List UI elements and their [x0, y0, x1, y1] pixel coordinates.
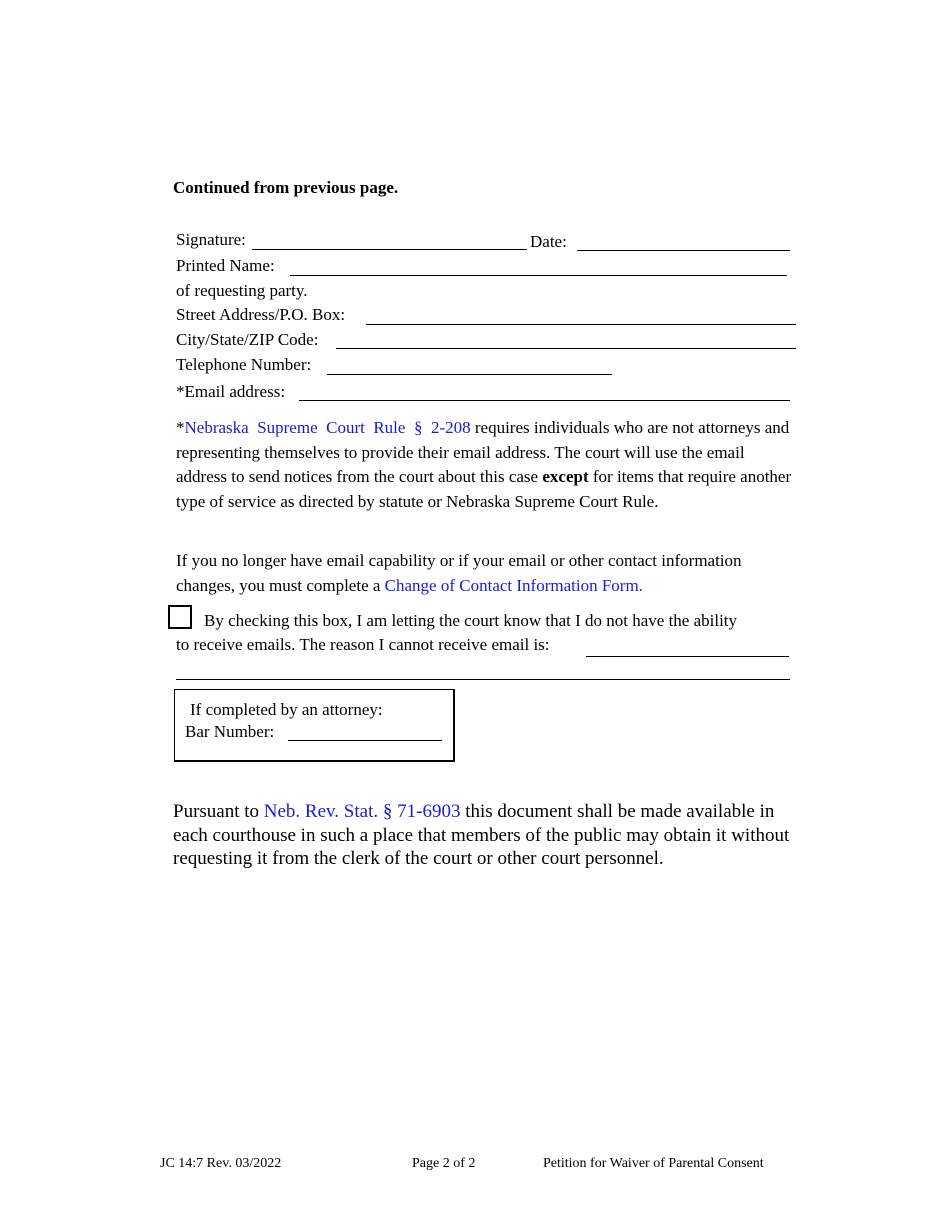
city-state-zip-field[interactable]: [336, 348, 796, 349]
no-email-reason-field-continued[interactable]: [176, 679, 790, 680]
notice-text-a: requires individuals who are not attorneys and representing themselves to provide their email address. The court will use the email address to send notices from the court about this case: [176, 418, 790, 486]
supreme-court-rule-link[interactable]: Nebraska Supreme Court Rule § 2-208: [184, 418, 471, 437]
printed-name-field[interactable]: [290, 275, 787, 276]
footer-form-title: Petition for Waiver of Parental Consent: [543, 1156, 764, 1171]
contact-change-notice: [176, 549, 796, 598]
bar-number-field[interactable]: [288, 740, 442, 741]
notice-except: except: [542, 467, 589, 486]
no-email-checkbox[interactable]: [168, 605, 192, 629]
email-label: *Email address:: [176, 382, 286, 401]
no-email-statement-line1: By checking this box, I am letting the court know that I do not have the ability: [204, 611, 738, 630]
bar-number-label: Bar Number:: [185, 722, 275, 741]
public-availability-notice: [173, 800, 793, 871]
no-email-statement-line2: to receive emails. The reason I cannot receive email is:: [176, 635, 550, 654]
telephone-field[interactable]: [327, 374, 612, 375]
city-state-zip-label: City/State/ZIP Code:: [176, 330, 319, 349]
change-of-contact-form-link[interactable]: Change of Contact Information Form.: [384, 575, 643, 595]
street-address-field[interactable]: [366, 324, 796, 325]
printed-name-label: Printed Name:: [176, 256, 275, 275]
footer-form-id: JC 14:7 Rev. 03/2022: [160, 1156, 282, 1171]
attorney-box: [174, 689, 455, 762]
telephone-label: Telephone Number:: [176, 355, 312, 374]
pursuant-text-b: this document shall be made available in each courthouse in such a place that members of the public may obtain it without requesting it from the clerk of the court or other court personnel.: [173, 801, 790, 869]
continued-heading: Continued from previous page.: [173, 178, 399, 197]
street-address-label: Street Address/P.O. Box:: [176, 305, 346, 324]
signature-label: Signature:: [176, 230, 246, 249]
notice-star: *: [176, 418, 185, 437]
email-rule-notice: [176, 416, 796, 514]
email-field[interactable]: [299, 400, 790, 401]
neb-rev-stat-link[interactable]: Neb. Rev. Stat. § 71-6903: [263, 801, 461, 822]
no-email-reason-field[interactable]: [586, 656, 789, 657]
attorney-heading: If completed by an attorney:: [190, 700, 383, 719]
pursuant-text-a: Pursuant to: [173, 801, 264, 822]
date-label: Date:: [530, 232, 567, 251]
requesting-party-label: of requesting party.: [176, 281, 308, 300]
notice-text-b: for items that require another type of service as directed by statute or Nebraska Supreme Court Rule.: [176, 467, 792, 511]
contact-text: If you no longer have email capability or if your email or other contact information changes, you must complete a: [176, 551, 742, 595]
date-field[interactable]: [577, 250, 790, 251]
signature-field[interactable]: [252, 249, 527, 250]
footer-page-number: Page 2 of 2: [412, 1156, 476, 1171]
